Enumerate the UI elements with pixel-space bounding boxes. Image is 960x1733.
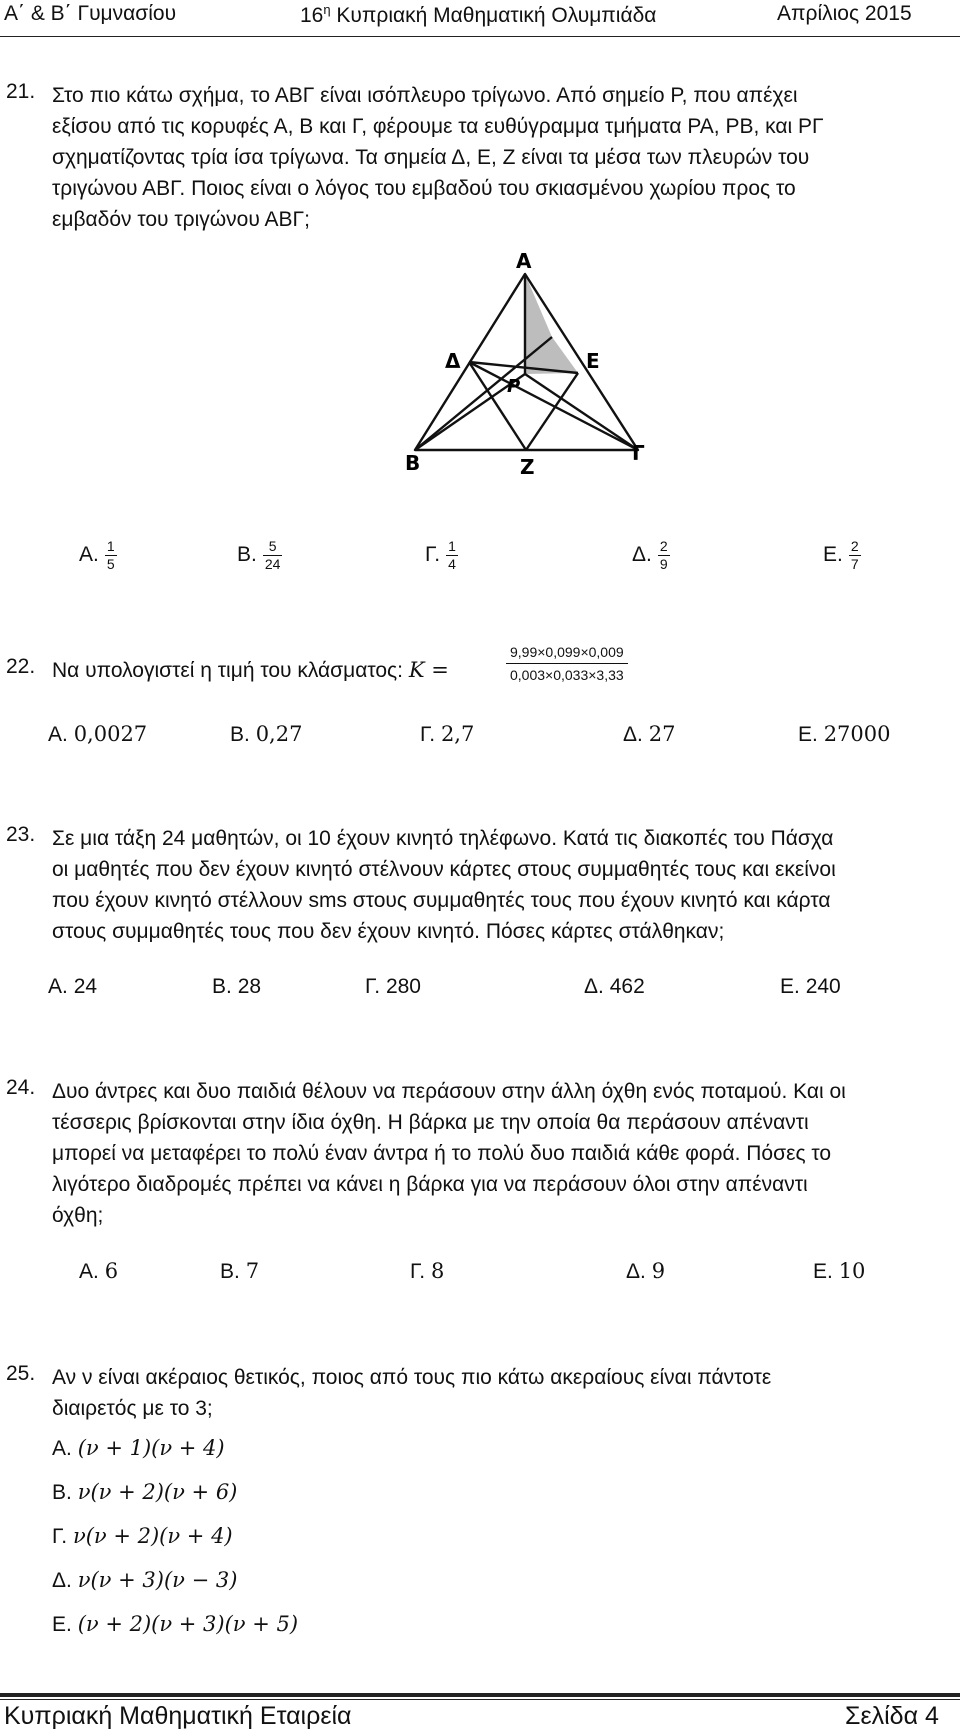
option-c[interactable]: Γ. ν(ν + 2)(ν + 4) <box>52 1524 233 1548</box>
question-number: 22. <box>6 655 36 678</box>
option-e[interactable]: Ε. 27000 <box>798 722 891 746</box>
footer-society: Κυπριακή Μαθηματική Εταιρεία <box>4 1702 352 1730</box>
option-d[interactable]: Δ. 462 <box>584 975 645 998</box>
option-c[interactable]: Γ. 280 <box>365 975 421 998</box>
footer-rule-thick <box>0 1693 960 1697</box>
header-grade: Α΄ & Β΄ Γυμνασίου <box>4 2 177 25</box>
option-b[interactable]: Β. 28 <box>212 975 262 998</box>
label-p: P <box>507 376 521 397</box>
option-d[interactable]: Δ. 9 <box>626 1259 666 1283</box>
option-a[interactable]: Α. (ν + 1)(ν + 4) <box>52 1436 225 1460</box>
question-number: 25. <box>6 1362 36 1385</box>
option-d[interactable]: Δ. ν(ν + 3)(ν − 3) <box>52 1568 238 1592</box>
option-e[interactable]: Ε. $\frac{2}{7}$ <box>823 538 859 572</box>
question-number: 21. <box>6 80 36 103</box>
footer-rule-thin <box>0 1699 960 1700</box>
option-d[interactable]: Δ. $\frac{2}{9}$ <box>632 538 668 572</box>
option-c[interactable]: Γ. 2,7 <box>420 722 475 746</box>
option-b[interactable]: Β. 7 <box>220 1259 260 1283</box>
question-text: Στο πιο κάτω σχήμα, το ΑΒΓ είναι ισόπλευρο τρίγωνο. Από σημείο P, που απέχει εξίσου από τις κορυφές Α, Β και Γ, φέρουμε τα ευθύγραμμα τμήματα PA, PB, και PΓ σχηματίζοντας τρία ίσα τρίγωνα. Τα σημεία Δ, Ε, Ζ είναι τα μέσα των πλευρών του τριγώνου ΑΒΓ. Ποιος είναι ο λόγος του εμβαδού του σκιασμένου χωρίου προς το εμβαδόν του τριγώνου ΑΒΓ; <box>52 84 824 231</box>
label-b: B <box>405 451 421 475</box>
question-number: 23. <box>6 823 36 846</box>
label-e: E <box>586 349 600 373</box>
option-a[interactable]: Α. $\frac{1}{5}$ <box>79 538 115 572</box>
question-text: Αν ν είναι ακέραιος θετικός, ποιος από τους πιο κάτω ακεραίους είναι πάντοτε διαιρετός με το 3; <box>52 1366 772 1420</box>
option-c[interactable]: Γ. $\frac{1}{4}$ <box>425 538 456 572</box>
option-e[interactable]: Ε. (ν + 2)(ν + 3)(ν + 5) <box>52 1612 299 1636</box>
triangle-figure <box>395 248 665 480</box>
page-header <box>0 2 960 32</box>
option-d[interactable]: Δ. 27 <box>623 722 676 746</box>
option-a[interactable]: Α. 0,0027 <box>48 722 148 746</box>
option-b[interactable]: Β. 0,27 <box>230 722 303 746</box>
label-g: Γ <box>632 441 645 465</box>
footer-page-number: Σελίδα 4 <box>845 1702 939 1730</box>
option-c[interactable]: Γ. 8 <box>410 1259 445 1283</box>
question-text: Σε μια τάξη 24 μαθητών, οι 10 έχουν κινητό τηλέφωνο. Κατά τις διακοπές του Πάσχα οι μαθητές που δεν έχουν κινητό στέλνουν κάρτες στους συμμαθητές τους και εκείνοι που έχουν κινητό στέλλουν sms στους συμμαθητές τους που έχουν κινητό και κάρτα στους συμμαθητές τους που δεν έχουν κινητό. Πόσες κάρτες στάλθηκαν; <box>52 827 836 943</box>
header-rule <box>0 36 960 37</box>
option-b[interactable]: Β. ν(ν + 2)(ν + 6) <box>52 1480 238 1504</box>
question-text: Δυο άντρες και δυο παιδιά θέλουν να περάσουν στην άλλη όχθη ενός ποταμού. Και οι τέσσερις βρίσκονται στην ίδια όχθη. Η βάρκα με την οποία θα περάσουν απέναντι μπορεί να μεταφέρει το πολύ έναν άντρα ή το πολύ δυο παιδιά κάθε φορά. Πόσες το λιγότερο διαδρομές πρέπει να κάνει η βάρκα για να περάσουν όλοι στην απέναντι όχθη; <box>52 1080 846 1227</box>
shaded-region <box>525 274 578 374</box>
label-d: Δ <box>445 349 461 373</box>
header-title: $16^\eta$ Κυπριακή Μαθηματική Ολυμπιάδα <box>300 2 657 27</box>
option-e[interactable]: Ε. 240 <box>780 975 841 998</box>
option-a[interactable]: Α. 24 <box>48 975 98 998</box>
question-number: 24. <box>6 1076 36 1099</box>
option-e[interactable]: Ε. 10 <box>813 1259 866 1283</box>
option-b[interactable]: Β. $\frac{5}{24}$ <box>237 538 281 572</box>
fraction-k: $\frac{9,99\times 0,099\times 0,009}{0,003\times 0,033\times 3,33}$ <box>506 644 628 683</box>
option-a[interactable]: Α. 6 <box>79 1259 119 1283</box>
label-z: Z <box>520 455 535 479</box>
question-text: Να υπολογιστεί η τιμή του κλάσματος: K = <box>52 658 449 682</box>
label-a: A <box>516 249 532 273</box>
header-date: Απρίλιος 2015 <box>777 2 912 25</box>
